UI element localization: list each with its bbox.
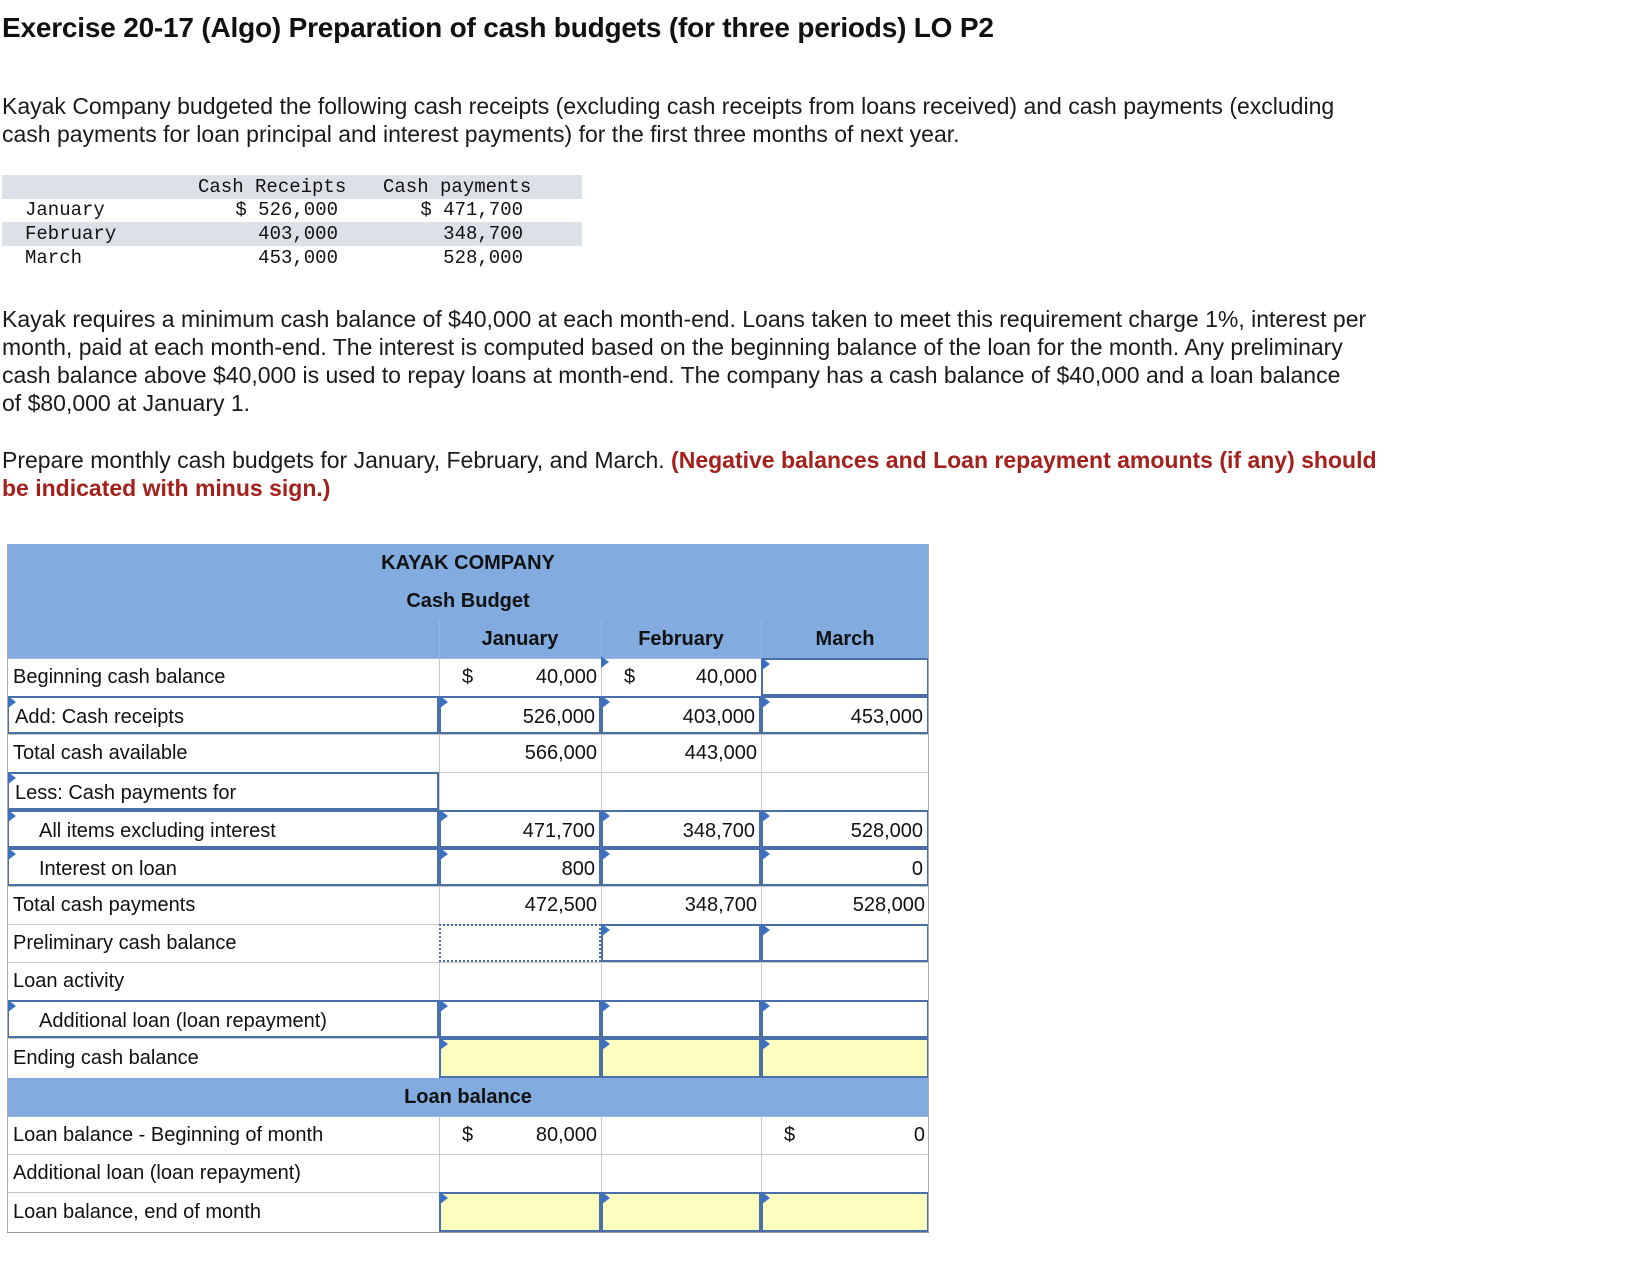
cell-march	[761, 1154, 929, 1192]
input-march-ending-cash[interactable]	[761, 1038, 929, 1078]
row-label: Total cash available	[13, 742, 188, 764]
label-input-less-payments[interactable]	[7, 772, 439, 810]
cell-value: 40,000	[535, 666, 597, 688]
input-february-preliminary[interactable]	[601, 924, 761, 962]
input-marker-icon	[8, 1000, 16, 1012]
input-marker-icon	[762, 1000, 770, 1012]
input-marker-icon	[440, 810, 448, 822]
input-marker-icon	[440, 696, 448, 708]
req-line-2: month, paid at each month-end. The interest is computed based on the beginning balance of the loan for the month. Any preliminary	[2, 334, 1343, 360]
budget-subtitle: Cash Budget	[406, 590, 530, 612]
cell-february	[601, 772, 761, 810]
label-input-additional-loan[interactable]	[7, 1000, 439, 1038]
input-january-ending-cash[interactable]	[439, 1038, 601, 1078]
given-receipts: 453,000	[258, 247, 338, 269]
label-input-cash-receipts[interactable]	[7, 696, 439, 734]
input-marker-icon	[602, 1000, 610, 1012]
row-total-cash-payments	[7, 886, 929, 925]
row-label: Add: Cash receipts	[15, 706, 184, 728]
cell-value: 348,700	[682, 820, 755, 842]
cell-march	[761, 1116, 929, 1154]
row-label: Loan balance, end of month	[13, 1201, 261, 1223]
cell-january	[439, 1154, 601, 1192]
cell-march	[761, 962, 929, 1000]
input-marker-icon	[440, 848, 448, 860]
input-march-additional-loan[interactable]	[761, 1000, 929, 1038]
given-month: January	[25, 199, 105, 221]
cell-value: 471,700	[522, 820, 595, 842]
cell-february: 348,700	[601, 886, 761, 924]
input-february-additional-loan[interactable]	[601, 1000, 761, 1038]
instructions-plain: Prepare monthly cash budgets for January, February, and March.	[2, 447, 672, 473]
input-marker-icon	[601, 656, 609, 668]
input-january-loan-end[interactable]	[439, 1192, 601, 1232]
cell-march: 528,000	[761, 886, 929, 924]
cell-february	[601, 1154, 761, 1192]
given-receipts: 403,000	[258, 223, 338, 245]
input-marker-icon	[762, 924, 770, 936]
row-label: Beginning cash balance	[13, 666, 226, 688]
input-marker-icon	[8, 810, 16, 822]
row-label: All items excluding interest	[39, 820, 276, 842]
row-all-items	[7, 810, 929, 849]
given-month: February	[25, 223, 117, 245]
cell-january	[439, 1116, 601, 1154]
given-data-table	[2, 176, 582, 284]
cell-february	[601, 1116, 761, 1154]
cell-january: 472,500	[439, 886, 601, 924]
currency-sign: $	[624, 666, 636, 688]
cell-january	[439, 962, 601, 1000]
row-loan-beginning	[7, 1116, 929, 1155]
input-marker-icon	[762, 1192, 770, 1204]
row-label: Less: Cash payments for	[15, 782, 237, 804]
input-marker-icon	[602, 1038, 610, 1050]
input-march-beginning-cash[interactable]	[761, 658, 929, 696]
column-header-march: March	[815, 628, 875, 650]
instructions-text	[2, 446, 1377, 502]
row-label: Loan balance - Beginning of month	[13, 1124, 324, 1146]
cell-january: 566,000	[439, 734, 601, 772]
intro-line-2: cash payments for loan principal and interest payments) for the first three months of next year.	[2, 121, 960, 147]
intro-line-1: Kayak Company budgeted the following cash receipts (excluding cash receipts from loans received) and cash payments (excluding	[2, 93, 1335, 119]
input-march-interest[interactable]	[761, 848, 929, 886]
given-header-payments: Cash payments	[383, 176, 532, 198]
input-marker-icon	[762, 1038, 770, 1050]
given-payments: 528,000	[443, 247, 523, 269]
input-march-cash-receipts[interactable]	[761, 696, 929, 734]
input-march-loan-end[interactable]	[761, 1192, 929, 1232]
input-january-cash-receipts[interactable]	[439, 696, 601, 734]
input-marker-icon	[8, 848, 16, 860]
row-beginning-cash	[7, 658, 929, 697]
given-payments: $ 471,700	[420, 199, 523, 221]
req-line-3: cash balance above $40,000 is used to repay loans at month-end. The company has a cash balance of $40,000 and a loan balance	[2, 362, 1341, 388]
cell-value: 453,000	[850, 706, 923, 728]
input-february-all-items[interactable]	[601, 810, 761, 848]
row-preliminary-cash	[7, 924, 929, 963]
cell-value: 403,000	[682, 706, 755, 728]
input-marker-icon	[602, 848, 610, 860]
input-january-all-items[interactable]	[439, 810, 601, 848]
row-less-cash-payments	[7, 772, 929, 811]
currency-sign: $	[784, 1124, 796, 1146]
cell-february	[601, 658, 761, 696]
input-marker-icon	[602, 1192, 610, 1204]
input-march-preliminary[interactable]	[761, 924, 929, 962]
cell-value: 528,000	[850, 820, 923, 842]
given-receipts: $ 526,000	[235, 199, 338, 221]
row-loan-end	[7, 1192, 929, 1233]
row-label: Additional loan (loan repayment)	[13, 1162, 301, 1184]
row-label: Total cash payments	[13, 894, 196, 916]
column-header-january: January	[481, 628, 559, 650]
input-february-cash-receipts[interactable]	[601, 696, 761, 734]
input-february-interest[interactable]	[601, 848, 761, 886]
cell-value: 40,000	[695, 666, 757, 688]
row-label: Interest on loan	[39, 858, 177, 880]
company-name: KAYAK COMPANY	[381, 552, 555, 574]
row-loan-additional	[7, 1154, 929, 1193]
cell-value: 526,000	[522, 706, 595, 728]
currency-sign: $	[462, 1124, 474, 1146]
row-cash-receipts	[7, 696, 929, 735]
req-line-1: Kayak requires a minimum cash balance of $40,000 at each month-end. Loans taken to meet this requirement charge 1%, interest per	[2, 306, 1367, 332]
cell-january	[439, 658, 601, 696]
cell-february	[601, 962, 761, 1000]
requirements-text	[2, 305, 1366, 417]
cell-january	[439, 772, 601, 810]
row-label: Additional loan (loan repayment)	[39, 1010, 327, 1032]
row-loan-activity	[7, 962, 929, 1001]
table-border-left	[7, 544, 8, 1232]
input-marker-icon	[440, 1000, 448, 1012]
row-interest-on-loan	[7, 848, 929, 887]
input-january-preliminary[interactable]	[439, 924, 601, 962]
intro-text	[2, 92, 1334, 148]
loan-balance-title: Loan balance	[404, 1086, 532, 1108]
row-ending-cash	[7, 1038, 929, 1079]
label-input-all-items[interactable]	[7, 810, 439, 848]
input-january-interest[interactable]	[439, 848, 601, 886]
input-marker-icon	[762, 658, 770, 670]
input-marker-icon	[762, 696, 770, 708]
instructions-emphasis-2: be indicated with minus sign.)	[2, 475, 331, 501]
instructions-emphasis-1: (Negative balances and Loan repayment amounts (if any) should	[671, 447, 1377, 473]
cell-value: 0	[911, 858, 923, 880]
row-label: Preliminary cash balance	[13, 932, 237, 954]
row-additional-loan	[7, 1000, 929, 1039]
row-label: Ending cash balance	[13, 1047, 199, 1069]
cell-value: 0	[913, 1124, 925, 1146]
table-border-right	[928, 544, 929, 1232]
given-header-receipts: Cash Receipts	[198, 176, 347, 198]
column-header-february: February	[638, 628, 724, 650]
row-label: Loan activity	[13, 970, 125, 992]
currency-sign: $	[462, 666, 474, 688]
input-marker-icon	[8, 772, 16, 784]
row-total-cash-available	[7, 734, 929, 773]
page-title: Exercise 20-17 (Algo) Preparation of cash budgets (for three periods) LO P2	[2, 12, 994, 43]
given-payments: 348,700	[443, 223, 523, 245]
input-february-ending-cash[interactable]	[601, 1038, 761, 1078]
label-input-interest[interactable]	[7, 848, 439, 886]
input-marker-icon	[602, 924, 610, 936]
input-marker-icon	[602, 696, 610, 708]
input-february-loan-end[interactable]	[601, 1192, 761, 1232]
cell-value: 80,000	[535, 1124, 597, 1146]
req-line-4: of $80,000 at January 1.	[2, 390, 251, 416]
cell-march	[761, 772, 929, 810]
cash-budget-worksheet	[7, 544, 929, 1248]
given-month: March	[25, 247, 83, 269]
cell-february: 443,000	[601, 734, 761, 772]
input-marker-icon	[762, 848, 770, 860]
cell-value: 800	[561, 858, 595, 880]
input-january-additional-loan[interactable]	[439, 1000, 601, 1038]
input-marker-icon	[8, 696, 16, 708]
input-marker-icon	[762, 810, 770, 822]
input-march-all-items[interactable]	[761, 810, 929, 848]
input-marker-icon	[440, 1192, 448, 1204]
input-marker-icon	[440, 1038, 448, 1050]
cell-march	[761, 734, 929, 772]
input-marker-icon	[602, 810, 610, 822]
